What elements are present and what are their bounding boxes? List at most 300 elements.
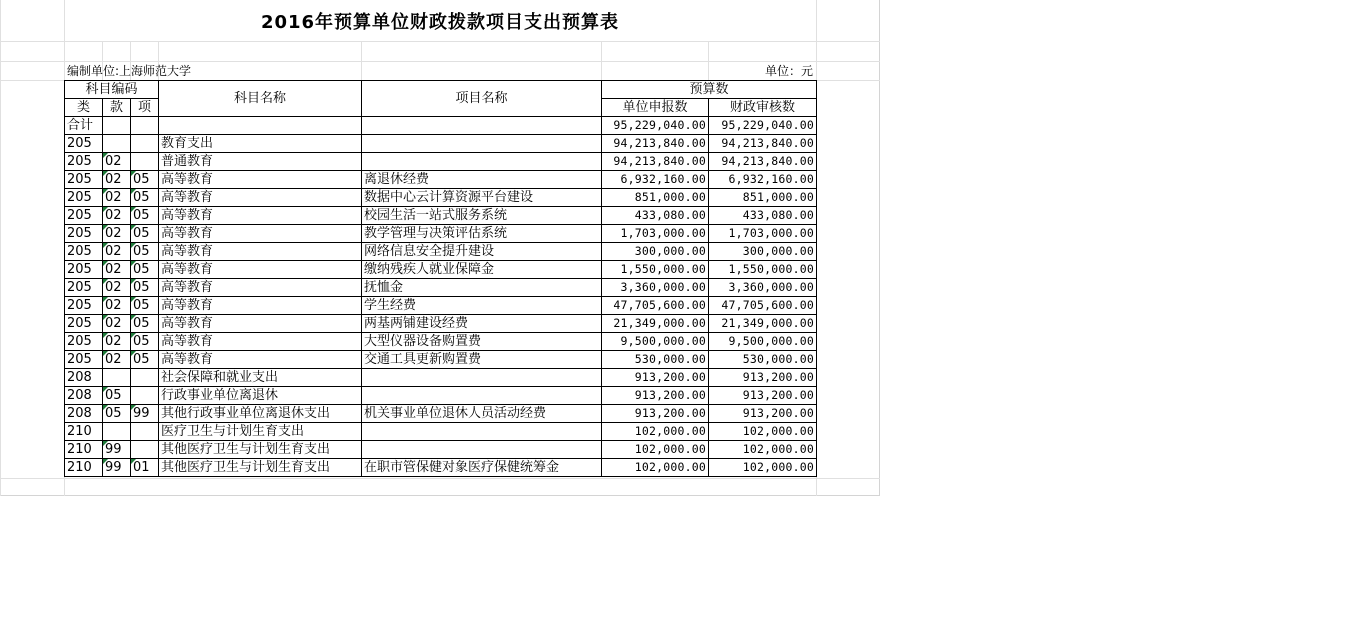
cell-xiang-text: 05 bbox=[133, 298, 150, 313]
cell-unit-reported[interactable] bbox=[602, 153, 709, 171]
cell-subject-text: 高等教育 bbox=[161, 316, 214, 331]
cell-xiang[interactable] bbox=[131, 171, 159, 189]
cell-subject[interactable] bbox=[159, 171, 362, 189]
cell-subject[interactable] bbox=[159, 279, 362, 297]
cell-kuan[interactable] bbox=[103, 369, 131, 387]
cell-lei-text: 205 bbox=[67, 226, 92, 241]
cell-subject-text: 医疗卫生与计划生育支出 bbox=[161, 424, 305, 439]
cell-subject[interactable] bbox=[159, 135, 362, 153]
cell-xiang[interactable] bbox=[131, 135, 159, 153]
cell-xiang[interactable] bbox=[131, 261, 159, 279]
table-row bbox=[65, 351, 817, 369]
table-row bbox=[65, 171, 817, 189]
cell-finance-reviewed-text: 102,000.00 bbox=[742, 424, 814, 438]
cell-unit-reported[interactable] bbox=[602, 441, 709, 459]
cell-kuan[interactable] bbox=[103, 207, 131, 225]
cell-finance-reviewed[interactable] bbox=[709, 225, 817, 243]
cell-lei-text: 205 bbox=[67, 136, 92, 151]
text-number-indicator-icon bbox=[103, 297, 108, 302]
cell-kuan[interactable] bbox=[103, 261, 131, 279]
cell-lei[interactable] bbox=[65, 207, 103, 225]
cell-finance-reviewed-text: 21,349,000.00 bbox=[721, 316, 814, 330]
cell-kuan[interactable] bbox=[103, 405, 131, 423]
header-row-1 bbox=[65, 81, 817, 99]
table-row bbox=[65, 369, 817, 387]
cell-unit-reported-text: 102,000.00 bbox=[634, 442, 706, 456]
cell-subject-text: 高等教育 bbox=[161, 244, 214, 259]
cell-kuan-text: 99 bbox=[105, 460, 122, 475]
cell-lei-text: 205 bbox=[67, 352, 92, 367]
cell-project[interactable] bbox=[362, 441, 602, 459]
cell-finance-reviewed-text: 102,000.00 bbox=[742, 442, 814, 456]
table-row bbox=[65, 423, 817, 441]
cell-subject[interactable] bbox=[159, 369, 362, 387]
cell-unit-reported-text: 102,000.00 bbox=[634, 460, 706, 474]
cell-unit-reported[interactable] bbox=[602, 117, 709, 135]
cell-subject-text: 教育支出 bbox=[161, 136, 214, 151]
text-number-indicator-icon bbox=[131, 207, 136, 212]
cell-subject[interactable] bbox=[159, 405, 362, 423]
cell-xiang-text: 05 bbox=[133, 190, 150, 205]
cell-kuan[interactable] bbox=[103, 189, 131, 207]
cell-lei[interactable] bbox=[65, 135, 103, 153]
cell-lei-text: 208 bbox=[67, 406, 92, 421]
cell-xiang-text: 05 bbox=[133, 172, 150, 187]
cell-kuan[interactable] bbox=[103, 441, 131, 459]
cell-project-text: 离退休经费 bbox=[364, 172, 430, 187]
text-number-indicator-icon bbox=[131, 333, 136, 338]
cell-xiang[interactable] bbox=[131, 297, 159, 315]
cell-subject[interactable] bbox=[159, 153, 362, 171]
cell-xiang[interactable] bbox=[131, 441, 159, 459]
cell-kuan[interactable] bbox=[103, 297, 131, 315]
cell-subject-text: 高等教育 bbox=[161, 172, 214, 187]
cell-unit-reported[interactable] bbox=[602, 459, 709, 477]
cell-finance-reviewed[interactable] bbox=[709, 117, 817, 135]
text-number-indicator-icon bbox=[103, 279, 108, 284]
table-row bbox=[65, 441, 817, 459]
cell-finance-reviewed-text: 102,000.00 bbox=[742, 460, 814, 474]
cell-finance-reviewed[interactable] bbox=[709, 261, 817, 279]
cell-project[interactable] bbox=[362, 207, 602, 225]
cell-kuan[interactable] bbox=[103, 135, 131, 153]
text-number-indicator-icon bbox=[131, 171, 136, 176]
table-row bbox=[65, 279, 817, 297]
cell-subject-text: 高等教育 bbox=[161, 208, 214, 223]
cell-finance-reviewed-text: 3,360,000.00 bbox=[728, 280, 814, 294]
cell-xiang-text: 99 bbox=[133, 406, 150, 421]
cell-subject-text: 高等教育 bbox=[161, 280, 214, 295]
cell-lei[interactable] bbox=[65, 333, 103, 351]
cell-xiang[interactable] bbox=[131, 405, 159, 423]
cell-lei[interactable] bbox=[65, 315, 103, 333]
table-row bbox=[65, 135, 817, 153]
cell-subject[interactable] bbox=[159, 423, 362, 441]
cell-lei[interactable] bbox=[65, 405, 103, 423]
cell-xiang[interactable] bbox=[131, 387, 159, 405]
cell-kuan-text: 02 bbox=[105, 262, 122, 277]
cell-subject-text: 普通教育 bbox=[161, 154, 214, 169]
cell-project[interactable] bbox=[362, 297, 602, 315]
cell-finance-reviewed[interactable] bbox=[709, 315, 817, 333]
cell-lei[interactable] bbox=[65, 261, 103, 279]
grid-line bbox=[0, 0, 1, 496]
cell-finance-reviewed[interactable] bbox=[709, 279, 817, 297]
cell-project[interactable] bbox=[362, 243, 602, 261]
cell-finance-reviewed[interactable] bbox=[709, 243, 817, 261]
cell-project[interactable] bbox=[362, 369, 602, 387]
cell-finance-reviewed[interactable] bbox=[709, 189, 817, 207]
cell-finance-reviewed-text: 913,200.00 bbox=[742, 388, 814, 402]
cell-xiang-text: 05 bbox=[133, 316, 150, 331]
cell-kuan-text: 02 bbox=[105, 190, 122, 205]
header-xiang: 项 bbox=[131, 99, 159, 117]
cell-subject[interactable] bbox=[159, 189, 362, 207]
cell-project-text: 机关事业单位退休人员活动经费 bbox=[364, 406, 547, 421]
cell-subject[interactable] bbox=[159, 333, 362, 351]
cell-finance-reviewed[interactable] bbox=[709, 351, 817, 369]
table-row bbox=[65, 333, 817, 351]
cell-kuan[interactable] bbox=[103, 279, 131, 297]
cell-kuan[interactable] bbox=[103, 333, 131, 351]
cell-kuan-text: 02 bbox=[105, 280, 122, 295]
cell-unit-reported-text: 1,550,000.00 bbox=[620, 262, 706, 276]
cell-unit-reported-text: 6,932,160.00 bbox=[620, 172, 706, 186]
cell-unit-reported-text: 3,360,000.00 bbox=[620, 280, 706, 294]
cell-kuan-text: 02 bbox=[105, 208, 122, 223]
cell-subject[interactable] bbox=[159, 387, 362, 405]
cell-lei-text: 205 bbox=[67, 316, 92, 331]
cell-kuan[interactable] bbox=[103, 315, 131, 333]
text-number-indicator-icon bbox=[131, 243, 136, 248]
cell-lei-text: 208 bbox=[67, 370, 92, 385]
text-number-indicator-icon bbox=[103, 405, 108, 410]
cell-finance-reviewed[interactable] bbox=[709, 153, 817, 171]
cell-finance-reviewed[interactable] bbox=[709, 297, 817, 315]
text-number-indicator-icon bbox=[103, 153, 108, 158]
text-number-indicator-icon bbox=[103, 261, 108, 266]
cell-finance-reviewed-text: 9,500,000.00 bbox=[728, 334, 814, 348]
cell-subject[interactable] bbox=[159, 117, 362, 135]
cell-xiang-text: 05 bbox=[133, 262, 150, 277]
table-row bbox=[65, 405, 817, 423]
cell-finance-reviewed[interactable] bbox=[709, 171, 817, 189]
cell-finance-reviewed-text: 433,080.00 bbox=[742, 208, 814, 222]
cell-unit-reported[interactable] bbox=[602, 189, 709, 207]
cell-finance-reviewed-text: 851,000.00 bbox=[742, 190, 814, 204]
cell-project[interactable] bbox=[362, 171, 602, 189]
header-subject-name: 科目名称 bbox=[159, 81, 362, 117]
cell-project-text: 数据中心云计算资源平台建设 bbox=[364, 190, 534, 205]
cell-unit-reported[interactable] bbox=[602, 423, 709, 441]
cell-subject[interactable] bbox=[159, 315, 362, 333]
grid-line bbox=[0, 41, 880, 42]
cell-unit-reported[interactable] bbox=[602, 207, 709, 225]
compiling-unit-label: 编制单位:上海师范大学 bbox=[67, 64, 192, 78]
header-budget-group: 预算数 bbox=[602, 81, 817, 99]
cell-subject-text: 其他医疗卫生与计划生育支出 bbox=[161, 460, 331, 475]
cell-unit-reported-text: 47,705,600.00 bbox=[613, 298, 706, 312]
cell-project[interactable] bbox=[362, 351, 602, 369]
cell-unit-reported-text: 102,000.00 bbox=[634, 424, 706, 438]
cell-kuan-text: 02 bbox=[105, 226, 122, 241]
cell-finance-reviewed[interactable] bbox=[709, 207, 817, 225]
cell-subject-text: 其他医疗卫生与计划生育支出 bbox=[161, 442, 331, 457]
text-number-indicator-icon bbox=[103, 171, 108, 176]
cell-project-text: 大型仪器设备购置费 bbox=[364, 334, 482, 349]
cell-lei[interactable] bbox=[65, 243, 103, 261]
cell-unit-reported[interactable] bbox=[602, 243, 709, 261]
cell-project[interactable] bbox=[362, 153, 602, 171]
cell-unit-reported-text: 94,213,840.00 bbox=[613, 136, 706, 150]
cell-project[interactable] bbox=[362, 135, 602, 153]
cell-unit-reported-text: 913,200.00 bbox=[634, 388, 706, 402]
cell-project[interactable] bbox=[362, 225, 602, 243]
cell-unit-reported[interactable] bbox=[602, 333, 709, 351]
cell-unit-reported[interactable] bbox=[602, 171, 709, 189]
cell-lei-text: 205 bbox=[67, 334, 92, 349]
cell-kuan[interactable] bbox=[103, 225, 131, 243]
cell-finance-reviewed[interactable] bbox=[709, 459, 817, 477]
cell-unit-reported[interactable] bbox=[602, 369, 709, 387]
cell-lei-text: 205 bbox=[67, 208, 92, 223]
cell-finance-reviewed[interactable] bbox=[709, 387, 817, 405]
cell-unit-reported-text: 21,349,000.00 bbox=[613, 316, 706, 330]
text-number-indicator-icon bbox=[103, 189, 108, 194]
cell-unit-reported[interactable] bbox=[602, 261, 709, 279]
cell-lei-text: 合计 bbox=[67, 118, 94, 133]
cell-kuan[interactable] bbox=[103, 387, 131, 405]
cell-xiang-text: 05 bbox=[133, 226, 150, 241]
cell-unit-reported[interactable] bbox=[602, 405, 709, 423]
cell-lei[interactable] bbox=[65, 153, 103, 171]
cell-unit-reported-text: 433,080.00 bbox=[634, 208, 706, 222]
cell-lei-text: 205 bbox=[67, 262, 92, 277]
text-number-indicator-icon bbox=[103, 243, 108, 248]
cell-finance-reviewed[interactable] bbox=[709, 441, 817, 459]
cell-kuan-text: 02 bbox=[105, 334, 122, 349]
cell-finance-reviewed-text: 95,229,040.00 bbox=[721, 118, 814, 132]
cell-finance-reviewed[interactable] bbox=[709, 423, 817, 441]
cell-subject[interactable] bbox=[159, 351, 362, 369]
cell-finance-reviewed[interactable] bbox=[709, 405, 817, 423]
cell-lei-text: 205 bbox=[67, 190, 92, 205]
cell-project[interactable] bbox=[362, 405, 602, 423]
cell-unit-reported-text: 913,200.00 bbox=[634, 370, 706, 384]
text-number-indicator-icon bbox=[103, 387, 108, 392]
table-row bbox=[65, 243, 817, 261]
table-row bbox=[65, 207, 817, 225]
cell-unit-reported-text: 851,000.00 bbox=[634, 190, 706, 204]
cell-subject[interactable] bbox=[159, 261, 362, 279]
cell-unit-reported-text: 300,000.00 bbox=[634, 244, 706, 258]
cell-project-text: 两基两铺建设经费 bbox=[364, 316, 469, 331]
cell-project[interactable] bbox=[362, 333, 602, 351]
cell-subject-text: 高等教育 bbox=[161, 298, 214, 313]
table-row bbox=[65, 261, 817, 279]
cell-finance-reviewed-text: 530,000.00 bbox=[742, 352, 814, 366]
cell-finance-reviewed[interactable] bbox=[709, 333, 817, 351]
cell-xiang[interactable] bbox=[131, 225, 159, 243]
cell-lei-text: 205 bbox=[67, 172, 92, 187]
text-number-indicator-icon bbox=[131, 351, 136, 356]
cell-xiang[interactable] bbox=[131, 117, 159, 135]
cell-lei[interactable] bbox=[65, 459, 103, 477]
cell-lei-text: 210 bbox=[67, 424, 92, 439]
cell-kuan[interactable] bbox=[103, 171, 131, 189]
cell-kuan-text: 02 bbox=[105, 154, 122, 169]
table-row bbox=[65, 153, 817, 171]
cell-xiang[interactable] bbox=[131, 207, 159, 225]
header-unit-reported: 单位申报数 bbox=[602, 99, 709, 117]
text-number-indicator-icon bbox=[131, 315, 136, 320]
cell-lei-text: 205 bbox=[67, 280, 92, 295]
cell-subject-text: 高等教育 bbox=[161, 352, 214, 367]
cell-kuan-text: 99 bbox=[105, 442, 122, 457]
cell-finance-reviewed-text: 6,932,160.00 bbox=[728, 172, 814, 186]
cell-lei[interactable] bbox=[65, 387, 103, 405]
cell-unit-reported-text: 94,213,840.00 bbox=[613, 154, 706, 168]
cell-project[interactable] bbox=[362, 261, 602, 279]
cell-subject-text: 高等教育 bbox=[161, 262, 214, 277]
cell-finance-reviewed[interactable] bbox=[709, 369, 817, 387]
cell-kuan-text: 02 bbox=[105, 352, 122, 367]
cell-xiang[interactable] bbox=[131, 369, 159, 387]
cell-kuan[interactable] bbox=[103, 423, 131, 441]
cell-project[interactable] bbox=[362, 423, 602, 441]
cell-xiang-text: 05 bbox=[133, 334, 150, 349]
cell-kuan-text: 02 bbox=[105, 298, 122, 313]
cell-lei[interactable] bbox=[65, 369, 103, 387]
header-lei: 类 bbox=[65, 99, 103, 117]
cell-lei[interactable] bbox=[65, 297, 103, 315]
table-row bbox=[65, 459, 817, 477]
cell-xiang[interactable] bbox=[131, 315, 159, 333]
cell-lei[interactable] bbox=[65, 189, 103, 207]
cell-xiang[interactable] bbox=[131, 279, 159, 297]
text-number-indicator-icon bbox=[103, 441, 108, 446]
cell-lei[interactable] bbox=[65, 225, 103, 243]
cell-subject[interactable] bbox=[159, 441, 362, 459]
cell-xiang[interactable] bbox=[131, 333, 159, 351]
text-number-indicator-icon bbox=[131, 279, 136, 284]
cell-unit-reported[interactable] bbox=[602, 315, 709, 333]
cell-subject[interactable] bbox=[159, 207, 362, 225]
cell-finance-reviewed-text: 94,213,840.00 bbox=[721, 136, 814, 150]
grid-line bbox=[0, 478, 880, 479]
text-number-indicator-icon bbox=[103, 225, 108, 230]
cell-xiang[interactable] bbox=[131, 153, 159, 171]
cell-finance-reviewed-text: 1,550,000.00 bbox=[728, 262, 814, 276]
cell-lei-text: 205 bbox=[67, 298, 92, 313]
cell-project[interactable] bbox=[362, 315, 602, 333]
grid-line bbox=[361, 41, 362, 80]
cell-unit-reported[interactable] bbox=[602, 351, 709, 369]
text-number-indicator-icon bbox=[131, 297, 136, 302]
table-row bbox=[65, 315, 817, 333]
cell-kuan[interactable] bbox=[103, 459, 131, 477]
text-number-indicator-icon bbox=[131, 189, 136, 194]
text-number-indicator-icon bbox=[131, 261, 136, 266]
cell-unit-reported-text: 95,229,040.00 bbox=[613, 118, 706, 132]
cell-xiang[interactable] bbox=[131, 351, 159, 369]
cell-finance-reviewed-text: 913,200.00 bbox=[742, 370, 814, 384]
cell-lei[interactable] bbox=[65, 279, 103, 297]
cell-unit-reported[interactable] bbox=[602, 297, 709, 315]
cell-project-text: 学生经费 bbox=[364, 298, 417, 313]
cell-lei[interactable] bbox=[65, 423, 103, 441]
cell-project[interactable] bbox=[362, 387, 602, 405]
text-number-indicator-icon bbox=[131, 405, 136, 410]
text-number-indicator-icon bbox=[103, 207, 108, 212]
cell-xiang[interactable] bbox=[131, 243, 159, 261]
cell-project-text: 校园生活一站式服务系统 bbox=[364, 208, 508, 223]
cell-unit-reported-text: 913,200.00 bbox=[634, 406, 706, 420]
budget-table bbox=[64, 80, 817, 477]
cell-lei[interactable] bbox=[65, 351, 103, 369]
cell-subject[interactable] bbox=[159, 459, 362, 477]
cell-finance-reviewed-text: 913,200.00 bbox=[742, 406, 814, 420]
cell-subject-text: 高等教育 bbox=[161, 226, 214, 241]
header-kuan: 款 bbox=[103, 99, 131, 117]
cell-xiang-text: 05 bbox=[133, 244, 150, 259]
cell-xiang[interactable] bbox=[131, 423, 159, 441]
text-number-indicator-icon bbox=[103, 351, 108, 356]
cell-kuan-text: 02 bbox=[105, 316, 122, 331]
cell-kuan[interactable] bbox=[103, 351, 131, 369]
cell-xiang[interactable] bbox=[131, 459, 159, 477]
cell-finance-reviewed[interactable] bbox=[709, 135, 817, 153]
header-code-group: 科目编码 bbox=[65, 81, 159, 99]
cell-subject-text: 高等教育 bbox=[161, 190, 214, 205]
text-number-indicator-icon bbox=[103, 333, 108, 338]
cell-finance-reviewed-text: 300,000.00 bbox=[742, 244, 814, 258]
cell-project[interactable] bbox=[362, 459, 602, 477]
cell-project[interactable] bbox=[362, 279, 602, 297]
cell-lei[interactable] bbox=[65, 171, 103, 189]
header-finance-reviewed: 财政审核数 bbox=[709, 99, 817, 117]
cell-finance-reviewed-text: 47,705,600.00 bbox=[721, 298, 814, 312]
cell-project[interactable] bbox=[362, 117, 602, 135]
cell-kuan-text: 02 bbox=[105, 244, 122, 259]
cell-kuan[interactable] bbox=[103, 117, 131, 135]
cell-xiang-text: 05 bbox=[133, 352, 150, 367]
cell-project[interactable] bbox=[362, 189, 602, 207]
cell-subject[interactable] bbox=[159, 297, 362, 315]
page-title: 2016年预算单位财政拨款项目支出预算表 bbox=[260, 11, 620, 33]
cell-subject-text: 行政事业单位离退休 bbox=[161, 388, 279, 403]
cell-kuan[interactable] bbox=[103, 243, 131, 261]
cell-lei[interactable] bbox=[65, 441, 103, 459]
cell-subject-text: 社会保障和就业支出 bbox=[161, 370, 279, 385]
cell-lei-text: 210 bbox=[67, 442, 92, 457]
cell-subject[interactable] bbox=[159, 225, 362, 243]
cell-finance-reviewed-text: 94,213,840.00 bbox=[721, 154, 814, 168]
cell-kuan[interactable] bbox=[103, 153, 131, 171]
cell-finance-reviewed-text: 1,703,000.00 bbox=[728, 226, 814, 240]
cell-unit-reported[interactable] bbox=[602, 135, 709, 153]
text-number-indicator-icon bbox=[103, 459, 108, 464]
cell-lei[interactable] bbox=[65, 117, 103, 135]
cell-xiang-text: 01 bbox=[133, 460, 150, 475]
cell-unit-reported[interactable] bbox=[602, 387, 709, 405]
cell-unit-reported[interactable] bbox=[602, 279, 709, 297]
cell-xiang[interactable] bbox=[131, 189, 159, 207]
cell-unit-reported[interactable] bbox=[602, 225, 709, 243]
table-row bbox=[65, 225, 817, 243]
currency-unit-label: 单位：元 bbox=[764, 64, 813, 78]
cell-subject[interactable] bbox=[159, 243, 362, 261]
